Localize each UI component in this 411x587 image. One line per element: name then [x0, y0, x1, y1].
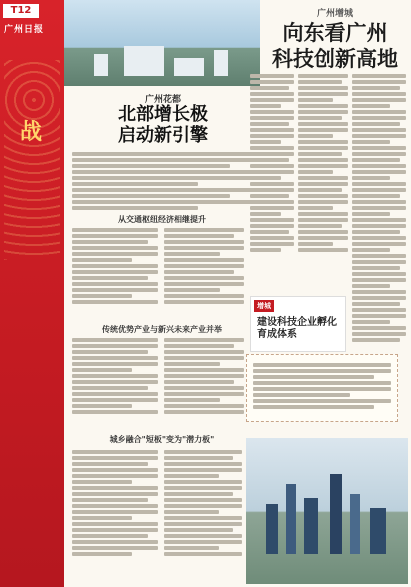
- subhead-a: 从交通枢纽经济相继提升: [118, 214, 206, 224]
- quote-text: [253, 361, 391, 417]
- right-title-line2: 科技创新高地: [272, 46, 398, 71]
- body-col-6: [164, 448, 242, 580]
- page-number-tag: T12: [3, 4, 39, 18]
- left-title-line1: 北部增长极: [118, 104, 208, 125]
- left-kicker: 广州花都: [144, 95, 181, 105]
- feature-tag: 增城: [254, 300, 274, 312]
- right-body-col-2: [298, 72, 348, 292]
- side-banner: [0, 0, 64, 587]
- left-title: [72, 104, 254, 146]
- airport-photo: [64, 0, 260, 86]
- subhead-b: 传统优势产业与新兴未来产业并举: [102, 324, 222, 334]
- body-col-3: [72, 336, 158, 428]
- right-title-line1: 向东看广州: [282, 20, 388, 45]
- body-col-5: [72, 448, 158, 580]
- body-col-1: [72, 226, 158, 316]
- quote-box: [246, 354, 398, 422]
- left-title-line2: 启动新引擎: [118, 125, 208, 146]
- feature-box: [250, 296, 346, 352]
- decorative-pattern: [4, 60, 60, 260]
- banner-slogan: 战: [19, 119, 42, 145]
- masthead: 广州日报: [4, 25, 45, 35]
- feature-title: 建设科技企业孵化育成体系: [257, 317, 337, 340]
- body-col-2: [164, 226, 244, 316]
- right-kicker: 广州增城: [316, 9, 353, 19]
- lead-paragraph: [72, 150, 252, 210]
- body-col-4: [164, 336, 244, 428]
- right-body-col-1: [250, 72, 294, 292]
- subhead-c: 城乡融合"短板"变为"潜力板": [109, 434, 215, 444]
- right-headline: [262, 6, 408, 71]
- city-skyline-photo: [246, 438, 408, 584]
